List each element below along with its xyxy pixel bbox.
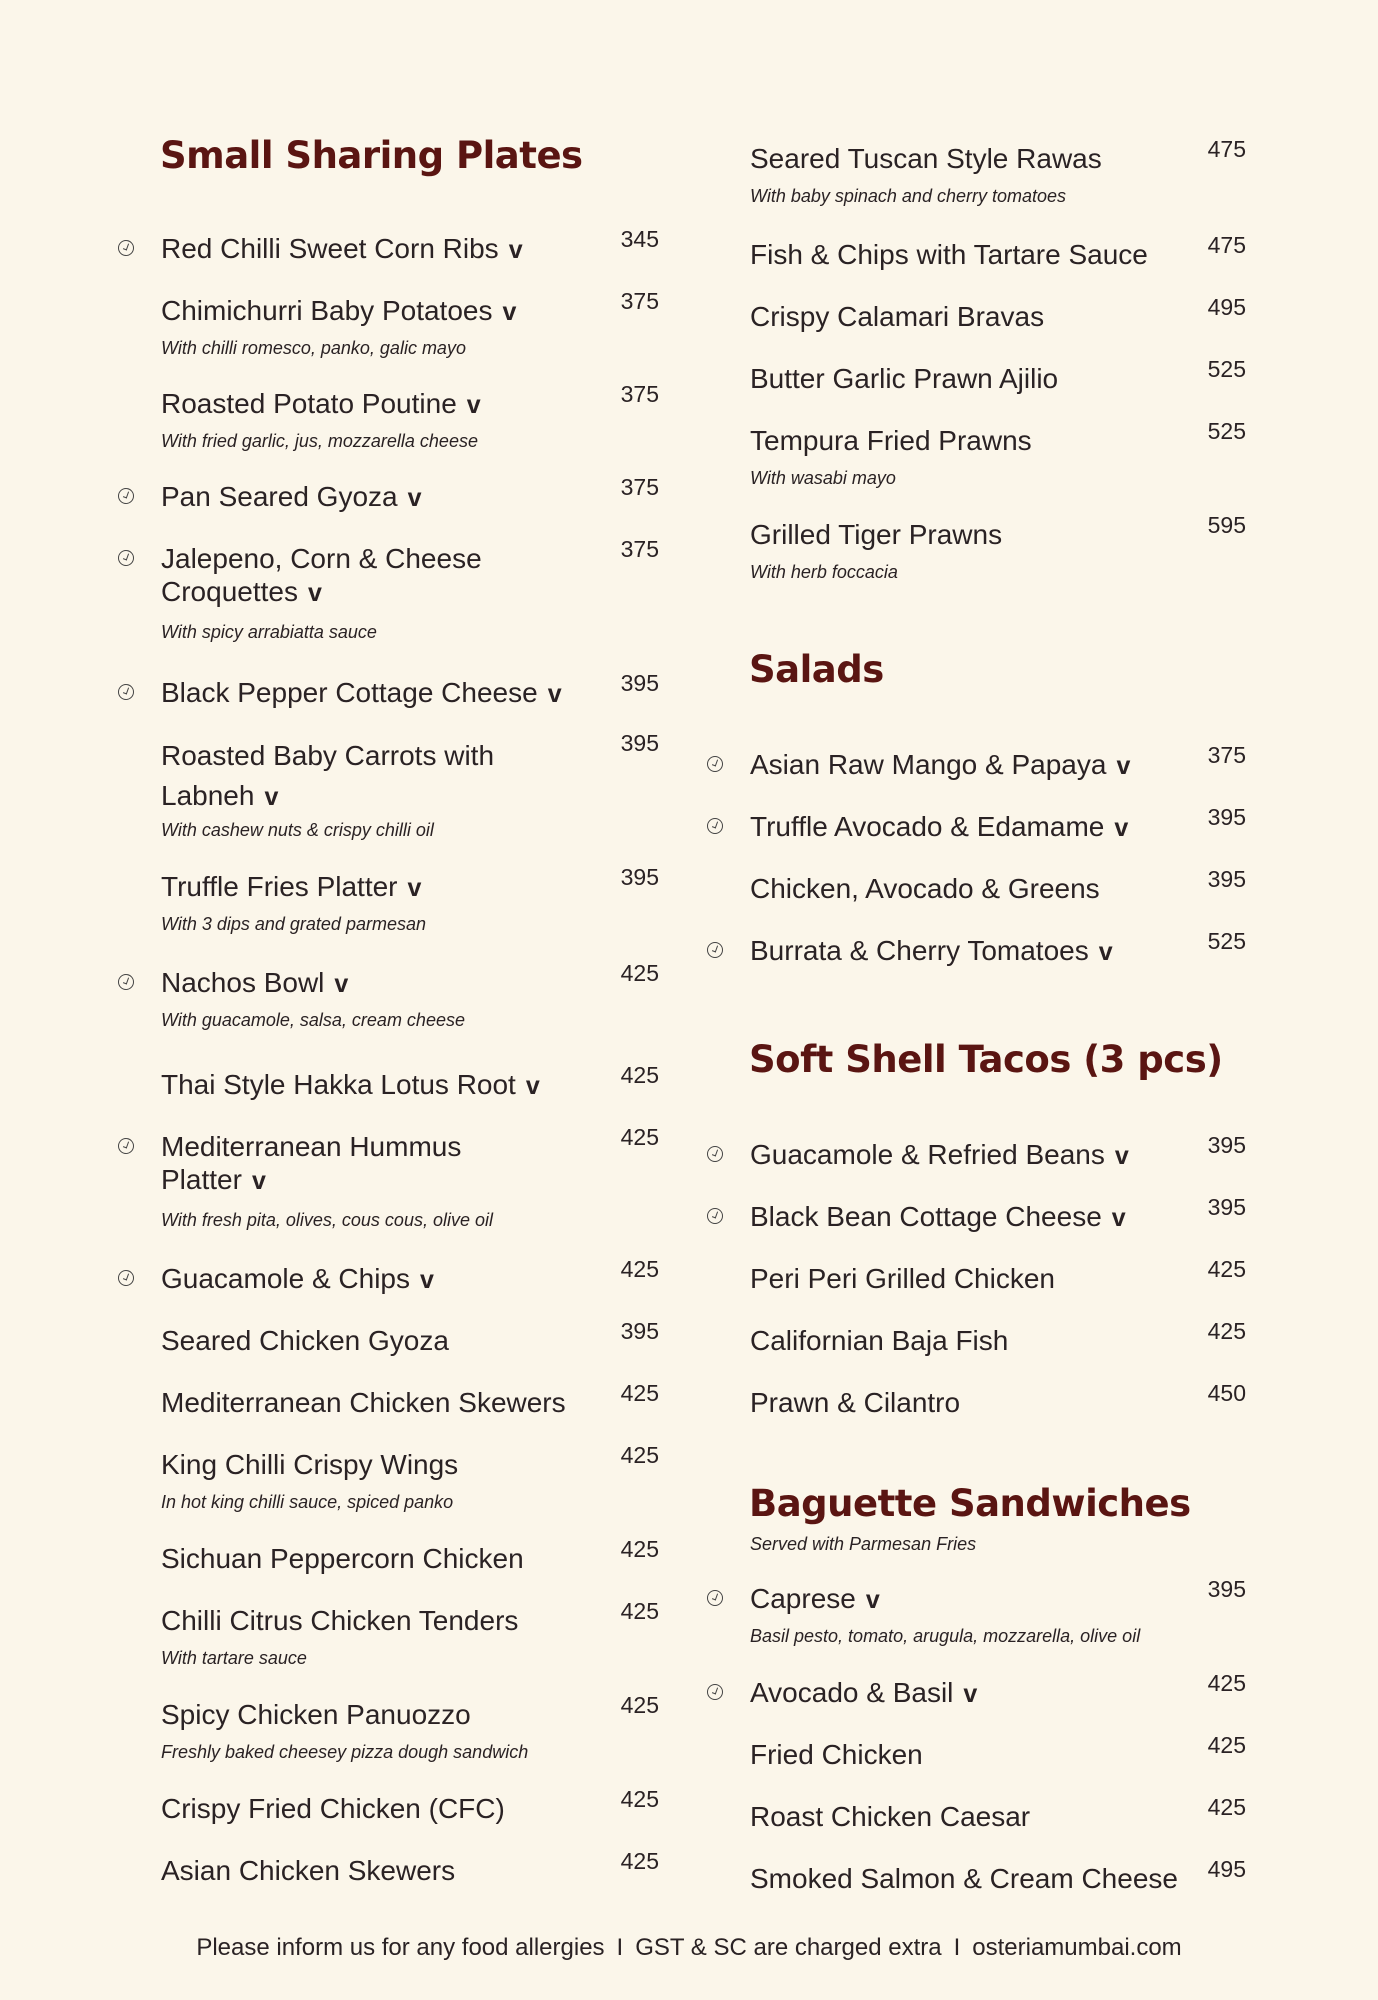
item-price: 425	[620, 1062, 659, 1088]
check-circle-icon	[118, 240, 134, 256]
item-name-text: Asian Chicken Skewers	[161, 1855, 456, 1886]
check-circle-icon	[118, 684, 134, 700]
item-name-text: Californian Baja Fish	[750, 1325, 1009, 1356]
sandwiches-subtitle: Served with Parmesan Fries	[750, 1534, 977, 1554]
item-price: 425	[1207, 1732, 1246, 1758]
vegetarian-marker: v	[547, 680, 562, 708]
item-name	[161, 1068, 591, 1103]
item-name	[161, 1604, 591, 1637]
item-description: With 3 dips and grated parmesan	[161, 914, 426, 934]
item-price: 375	[620, 536, 659, 562]
vegetarian-marker: v	[963, 1680, 978, 1708]
vegetarian-marker: v	[407, 874, 422, 902]
item-price: 395	[620, 730, 659, 756]
item-name-text: Mediterranean Hummus Platter	[161, 1131, 462, 1195]
item-description: With guacamole, salsa, cream cheese	[161, 1010, 465, 1030]
item-price: 475	[1207, 232, 1246, 258]
check-circle-icon	[118, 1270, 134, 1286]
item-name-text: Peri Peri Grilled Chicken	[750, 1263, 1055, 1294]
item-name	[161, 542, 506, 610]
vegetarian-marker: v	[502, 298, 517, 326]
item-name-text: Mediterranean Chicken Skewers	[161, 1387, 566, 1418]
vegetarian-marker: v	[1114, 1142, 1129, 1170]
item-name-text: Thai Style Hakka Lotus Root	[161, 1069, 516, 1100]
vegetarian-marker: v	[1098, 938, 1113, 966]
item-price: 475	[1207, 136, 1246, 162]
section-title-tacos: Soft Shell Tacos (3 pcs)	[749, 1038, 1223, 1081]
item-name-text: Caprese	[750, 1583, 856, 1614]
item-name-text: Asian Raw Mango & Papaya	[750, 749, 1107, 780]
item-price: 425	[620, 1256, 659, 1282]
item-name	[161, 387, 591, 422]
item-name-text: Guacamole & Chips	[161, 1263, 411, 1294]
check-circle-icon	[707, 756, 723, 772]
vegetarian-marker: v	[251, 1167, 266, 1195]
item-price: 375	[620, 288, 659, 314]
item-name-text: Prawn & Cilantro	[750, 1387, 961, 1418]
check-circle-icon	[707, 1590, 723, 1606]
item-name	[750, 1386, 1180, 1419]
item-name-text: Seared Tuscan Style Rawas	[750, 143, 1102, 174]
item-description: With wasabi mayo	[750, 468, 896, 488]
item-name	[161, 294, 591, 329]
item-price: 375	[1207, 742, 1246, 768]
item-name-text: Spicy Chicken Panuozzo	[161, 1699, 471, 1730]
item-price: 395	[1207, 1576, 1246, 1602]
item-name	[750, 1862, 1180, 1895]
item-name-text: Chilli Citrus Chicken Tenders	[161, 1605, 519, 1636]
item-description: In hot king chilli sauce, spiced panko	[161, 1492, 454, 1512]
item-name-text: Crispy Fried Chicken (CFC)	[161, 1793, 505, 1824]
item-name-text: Chicken, Avocado & Greens	[750, 873, 1100, 904]
check-circle-icon	[118, 1138, 134, 1154]
item-price: 425	[620, 1598, 659, 1624]
item-description: With herb foccacia	[750, 562, 898, 582]
item-name-text: Black Bean Cottage Cheese	[750, 1201, 1102, 1232]
item-name-text: Sichuan Peppercorn Chicken	[161, 1543, 524, 1574]
item-name-text: Jalepeno, Corn & Cheese Croquettes	[161, 543, 482, 607]
section-title-salads: Salads	[749, 648, 884, 691]
item-name	[750, 362, 1180, 395]
item-name	[161, 1854, 591, 1887]
allergy-note: Please inform us for any food allergies	[196, 1934, 605, 1961]
item-description: With cashew nuts & crispy chilli oil	[161, 820, 434, 840]
item-name	[750, 238, 1180, 271]
item-name-text: Grilled Tiger Prawns	[750, 519, 1003, 550]
item-price: 495	[1207, 294, 1246, 320]
item-name-text: King Chilli Crispy Wings	[161, 1449, 459, 1480]
item-description: With tartare sauce	[161, 1648, 307, 1668]
section-title-sandwiches: Baguette Sandwiches	[749, 1482, 1191, 1525]
item-description: With fried garlic, jus, mozzarella cheese	[161, 431, 478, 451]
item-price: 425	[620, 960, 659, 986]
item-name-text: Tempura Fried Prawns	[750, 425, 1032, 456]
item-price: 395	[620, 670, 659, 696]
item-name	[750, 1138, 1180, 1173]
item-price: 525	[1207, 418, 1246, 444]
item-price: 425	[620, 1848, 659, 1874]
item-description: With baby spinach and cherry tomatoes	[750, 186, 1067, 206]
item-name-text: Smoked Salmon & Cream Cheese	[750, 1863, 1178, 1894]
footer-separator: I	[616, 1934, 624, 1961]
item-name	[750, 424, 1180, 457]
vegetarian-marker: v	[508, 236, 523, 264]
item-description: Freshly baked cheesey pizza dough sandwich	[161, 1742, 529, 1762]
item-name-text: Red Chilli Sweet Corn Ribs	[161, 233, 499, 264]
item-name-text: Roasted Baby Carrots with Labneh	[161, 740, 495, 811]
item-price: 425	[620, 1692, 659, 1718]
item-name-text: Crispy Calamari Bravas	[750, 301, 1045, 332]
website-link[interactable]: osteriamumbai.com	[972, 1934, 1182, 1961]
item-name-text: Fried Chicken	[750, 1739, 923, 1770]
item-name-text: Chimichurri Baby Potatoes	[161, 295, 493, 326]
item-price: 375	[620, 381, 659, 407]
item-name-text: Truffle Avocado & Edamame	[750, 811, 1105, 842]
item-name-text: Pan Seared Gyoza	[161, 481, 398, 512]
check-circle-icon	[707, 1146, 723, 1162]
item-name	[161, 1792, 591, 1825]
section-title-small-sharing-plates: Small Sharing Plates	[160, 134, 583, 177]
vegetarian-marker: v	[420, 1266, 434, 1294]
item-name	[161, 1262, 591, 1297]
item-price: 425	[620, 1786, 659, 1812]
item-name	[161, 676, 591, 711]
item-price: 375	[620, 474, 659, 500]
item-name	[161, 736, 506, 817]
item-name-text: Guacamole & Refried Beans	[750, 1139, 1105, 1170]
item-name-text: Black Pepper Cottage Cheese	[161, 677, 538, 708]
item-price: 425	[620, 1442, 659, 1468]
item-price: 425	[1207, 1256, 1246, 1282]
item-name-text: Fish & Chips with Tartare Sauce	[750, 239, 1148, 270]
item-price: 395	[620, 864, 659, 890]
item-name	[750, 1324, 1180, 1357]
item-name	[750, 518, 1180, 551]
item-name-text: Truffle Fries Platter	[161, 871, 398, 902]
check-circle-icon	[118, 488, 134, 504]
vegetarian-marker: v	[264, 783, 279, 811]
charges-note: GST & SC are charged extra	[635, 1934, 942, 1961]
item-name-text: Nachos Bowl	[161, 967, 325, 998]
item-name	[750, 748, 1180, 783]
item-name	[750, 1800, 1180, 1833]
check-circle-icon	[707, 818, 723, 834]
footer-separator: I	[953, 1934, 961, 1961]
item-price: 425	[1207, 1318, 1246, 1344]
item-name	[161, 1386, 591, 1419]
vegetarian-marker: v	[1114, 814, 1129, 842]
item-price: 345	[620, 226, 659, 252]
item-name	[161, 232, 591, 267]
item-price: 395	[1207, 1194, 1246, 1220]
item-name	[750, 1738, 1180, 1771]
item-price: 395	[1207, 1132, 1246, 1158]
check-circle-icon	[707, 1684, 723, 1700]
item-name	[161, 1542, 591, 1575]
footer	[0, 1934, 1378, 1962]
vegetarian-marker: v	[407, 484, 422, 512]
item-name	[161, 1324, 591, 1357]
vegetarian-marker: v	[865, 1586, 880, 1614]
vegetarian-marker: v	[334, 970, 349, 998]
item-price: 395	[1207, 866, 1246, 892]
item-name	[161, 1130, 506, 1198]
item-price: 425	[620, 1124, 659, 1150]
item-name	[161, 1698, 591, 1731]
item-price: 595	[1207, 512, 1246, 538]
item-name	[750, 1200, 1180, 1235]
check-circle-icon	[118, 550, 134, 566]
item-name-text: Roast Chicken Caesar	[750, 1801, 1031, 1832]
item-name-text: Seared Chicken Gyoza	[161, 1325, 449, 1356]
item-name	[161, 966, 591, 1001]
item-name-text: Roasted Potato Poutine	[161, 388, 457, 419]
item-name	[161, 1448, 591, 1481]
vegetarian-marker: v	[466, 391, 481, 419]
check-circle-icon	[707, 942, 723, 958]
item-name	[750, 1582, 1180, 1617]
item-name	[750, 1262, 1180, 1295]
item-price: 525	[1207, 356, 1246, 382]
check-circle-icon	[118, 974, 134, 990]
item-price: 425	[1207, 1670, 1246, 1696]
item-price: 525	[1207, 928, 1246, 954]
item-name	[750, 810, 1180, 845]
item-price: 425	[1207, 1794, 1246, 1820]
item-price: 425	[620, 1536, 659, 1562]
item-name	[750, 872, 1180, 905]
item-name	[750, 1676, 1180, 1711]
item-description: With spicy arrabiatta sauce	[161, 622, 377, 642]
item-name-text: Butter Garlic Prawn Ajilio	[750, 363, 1059, 394]
vegetarian-marker: v	[1116, 752, 1131, 780]
item-price: 450	[1207, 1380, 1246, 1406]
item-name-text: Burrata & Cherry Tomatoes	[750, 935, 1089, 966]
vegetarian-marker: v	[307, 579, 322, 607]
item-name	[750, 300, 1180, 333]
item-name	[750, 934, 1180, 969]
item-price: 395	[620, 1318, 659, 1344]
item-name	[161, 870, 591, 905]
vegetarian-marker: v	[1111, 1204, 1126, 1232]
item-description: With fresh pita, olives, cous cous, olive oil	[161, 1210, 493, 1230]
item-description: With chilli romesco, panko, galic mayo	[161, 338, 466, 358]
item-name	[161, 480, 591, 515]
item-price: 495	[1207, 1856, 1246, 1882]
item-name	[750, 142, 1180, 175]
check-circle-icon	[707, 1208, 723, 1224]
item-price: 395	[1207, 804, 1246, 830]
vegetarian-marker: v	[525, 1072, 540, 1100]
item-description: Basil pesto, tomato, arugula, mozzarella, olive oil	[750, 1626, 1141, 1646]
item-name-text: Avocado & Basil	[750, 1677, 954, 1708]
item-price: 425	[620, 1380, 659, 1406]
